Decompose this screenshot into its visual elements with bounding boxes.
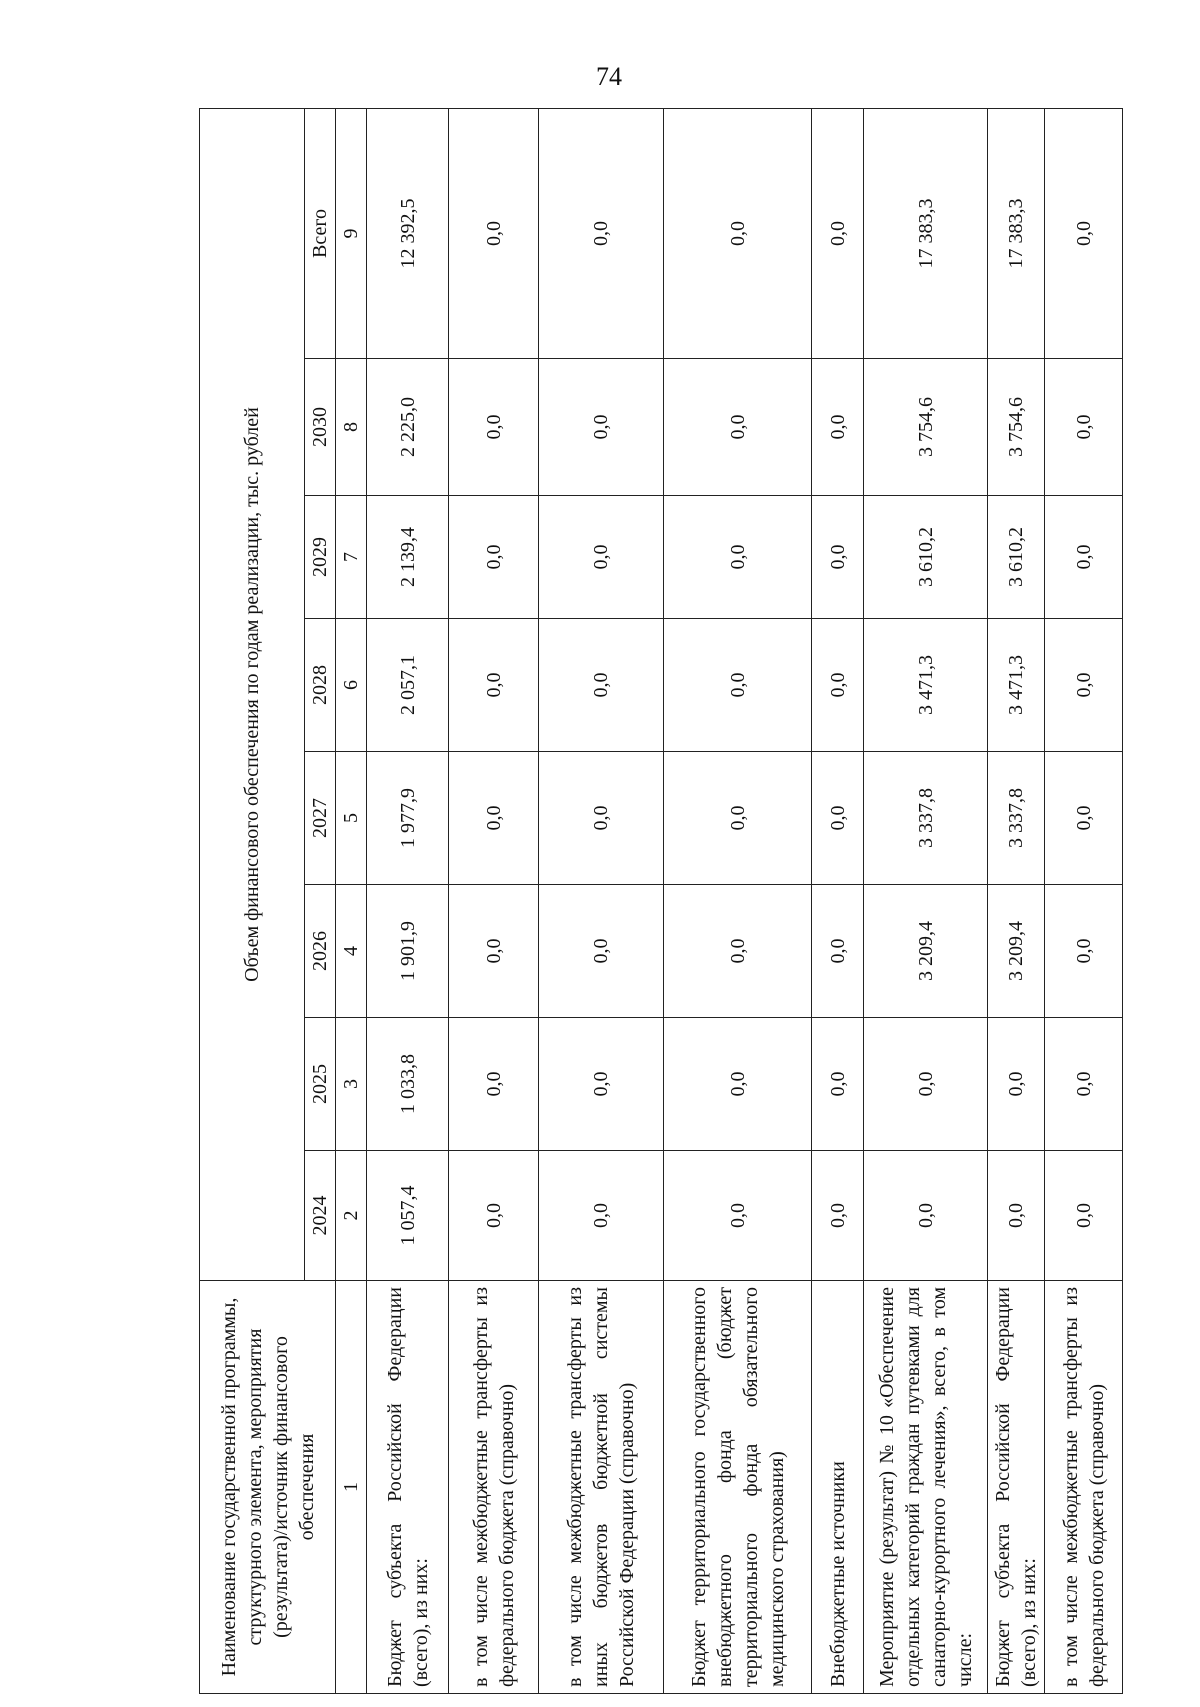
row-label: Бюджет субъекта Российской Федерации (всего), из них: — [367, 1281, 449, 1694]
value-cell: 3 610,2 — [988, 496, 1045, 619]
value-cell: 0,0 — [664, 496, 812, 619]
table-row — [988, 108, 1045, 1693]
table-row — [367, 108, 449, 1693]
value-cell: 0,0 — [449, 885, 539, 1018]
table-row — [539, 108, 664, 1693]
value-cell: 0,0 — [812, 108, 864, 358]
row-label: в том числе межбюджетные трансферты из федерального бюджета (справочно) — [449, 1281, 539, 1694]
value-cell: 3 471,3 — [988, 619, 1045, 752]
value-cell: 1 901,9 — [367, 885, 449, 1018]
value-cell: 0,0 — [664, 1018, 812, 1151]
value-cell: 0,0 — [864, 1018, 988, 1151]
value-cell: 0,0 — [449, 1018, 539, 1151]
value-cell: 3 209,4 — [988, 885, 1045, 1018]
year-header: 2025 — [305, 1018, 336, 1151]
column-number-row — [336, 108, 367, 1693]
value-cell: 0,0 — [539, 885, 664, 1018]
value-cell: 0,0 — [1045, 885, 1123, 1018]
value-cell: 3 471,3 — [864, 619, 988, 752]
value-cell: 0,0 — [1045, 619, 1123, 752]
value-cell: 0,0 — [539, 619, 664, 752]
value-cell: 0,0 — [812, 619, 864, 752]
value-cell: 0,0 — [449, 496, 539, 619]
value-cell: 0,0 — [1045, 496, 1123, 619]
volume-header: Объем финансового обеспечения по годам реализации, тыс. рублей — [200, 108, 305, 1280]
value-cell: 0,0 — [539, 359, 664, 496]
value-cell: 0,0 — [664, 885, 812, 1018]
value-cell: 0,0 — [539, 752, 664, 885]
value-cell: 17 383,3 — [988, 108, 1045, 358]
year-header: 2024 — [305, 1151, 336, 1281]
value-cell: 0,0 — [664, 108, 812, 358]
value-cell: 1 977,9 — [367, 752, 449, 885]
value-cell: 0,0 — [988, 1018, 1045, 1151]
column-number: 4 — [336, 885, 367, 1018]
value-cell: 2 057,1 — [367, 619, 449, 752]
value-cell: 3 337,8 — [864, 752, 988, 885]
value-cell: 3 337,8 — [988, 752, 1045, 885]
row-label: Бюджет территориального государственного внебюджетного фонда (бюджет территориального фонда обязательного медицинского страхования) — [664, 1281, 812, 1694]
year-header: Всего — [305, 108, 336, 358]
value-cell: 0,0 — [664, 619, 812, 752]
rotated-table-container — [199, 109, 1108, 1694]
value-cell: 3 209,4 — [864, 885, 988, 1018]
value-cell: 0,0 — [449, 359, 539, 496]
value-cell: 0,0 — [664, 359, 812, 496]
name-column-header: Наименование государственной программы, структурного элемента, мероприятия (результата)/источник финансового обеспечения — [200, 1281, 336, 1694]
column-number: 8 — [336, 359, 367, 496]
column-number: 6 — [336, 619, 367, 752]
table-row — [449, 108, 539, 1693]
table-row — [664, 108, 812, 1693]
year-header: 2027 — [305, 752, 336, 885]
value-cell: 0,0 — [449, 1151, 539, 1281]
column-number: 3 — [336, 1018, 367, 1151]
value-cell: 0,0 — [1045, 359, 1123, 496]
financing-table — [199, 108, 1123, 1694]
value-cell: 17 383,3 — [864, 108, 988, 358]
year-header: 2030 — [305, 359, 336, 496]
value-cell: 0,0 — [539, 1151, 664, 1281]
value-cell: 2 139,4 — [367, 496, 449, 619]
year-header: 2026 — [305, 885, 336, 1018]
value-cell: 0,0 — [1045, 1018, 1123, 1151]
page-number: 74 — [596, 62, 622, 91]
table-row — [1045, 108, 1123, 1693]
value-cell: 3 754,6 — [988, 359, 1045, 496]
year-header: 2029 — [305, 496, 336, 619]
value-cell: 0,0 — [1045, 108, 1123, 358]
table-body — [367, 108, 1123, 1693]
year-header: 2028 — [305, 619, 336, 752]
value-cell: 12 392,5 — [367, 108, 449, 358]
column-number: 2 — [336, 1151, 367, 1281]
column-number: 9 — [336, 108, 367, 358]
value-cell: 0,0 — [1045, 1151, 1123, 1281]
value-cell: 0,0 — [539, 1018, 664, 1151]
value-cell: 0,0 — [539, 496, 664, 619]
value-cell: 1 033,8 — [367, 1018, 449, 1151]
value-cell: 3 610,2 — [864, 496, 988, 619]
row-label: Бюджет субъекта Российской Федерации (всего), из них: — [988, 1281, 1045, 1694]
value-cell: 0,0 — [812, 885, 864, 1018]
row-label: в том числе межбюджетные трансферты из иных бюджетов бюджетной системы Российской Федерации (справочно) — [539, 1281, 664, 1694]
value-cell: 0,0 — [812, 359, 864, 496]
value-cell: 2 225,0 — [367, 359, 449, 496]
value-cell: 0,0 — [664, 1151, 812, 1281]
column-number: 7 — [336, 496, 367, 619]
value-cell: 1 057,4 — [367, 1151, 449, 1281]
value-cell: 3 754,6 — [864, 359, 988, 496]
value-cell: 0,0 — [449, 619, 539, 752]
table-row — [812, 108, 864, 1693]
table-row — [864, 108, 988, 1693]
row-label: Внебюджетные источники — [812, 1281, 864, 1694]
value-cell: 0,0 — [1045, 752, 1123, 885]
value-cell: 0,0 — [664, 752, 812, 885]
row-label: Мероприятие (результат) № 10 «Обеспечение отдельных категорий граждан путевками для санаторно-курортного лечения», всего, в том числе: — [864, 1281, 988, 1694]
value-cell: 0,0 — [812, 496, 864, 619]
value-cell: 0,0 — [449, 752, 539, 885]
column-number: 1 — [336, 1281, 367, 1694]
column-number: 5 — [336, 752, 367, 885]
row-label: в том числе межбюджетные трансферты из федерального бюджета (справочно) — [1045, 1281, 1123, 1694]
value-cell: 0,0 — [539, 108, 664, 358]
value-cell: 0,0 — [864, 1151, 988, 1281]
value-cell: 0,0 — [812, 1018, 864, 1151]
value-cell: 0,0 — [812, 752, 864, 885]
value-cell: 0,0 — [812, 1151, 864, 1281]
value-cell: 0,0 — [988, 1151, 1045, 1281]
value-cell: 0,0 — [449, 108, 539, 358]
